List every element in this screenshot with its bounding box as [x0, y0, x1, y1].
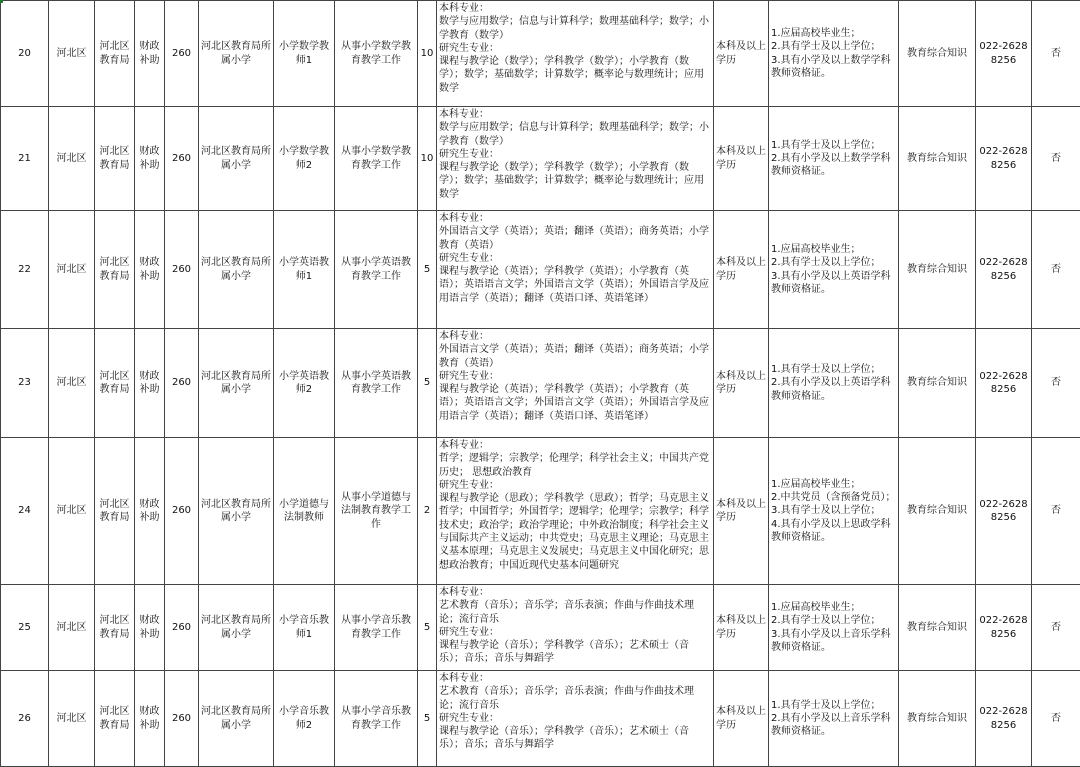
cell-exam: 教育综合知识	[899, 329, 976, 438]
cell-unit: 河北区教育局	[95, 671, 135, 767]
cell-employer: 河北区教育局所属小学	[199, 438, 274, 585]
cell-no: 26	[1, 671, 49, 767]
cell-unit: 河北区教育局	[95, 1, 135, 107]
major-line: 课程与教学论（思政）；学科教学（思政）；哲学；马克思主义哲学；中国哲学；外国哲学；逻辑学；伦理学；宗教学；科学技术史；政治学；政治学理论；中外政治制度；科学社会主义与国际共产主义运动；中共党史；马克思主义理论；马克思主义基本原理；马克思主义发展史；马克思主义中国化研究；思想政治教育；中国近现代史基本问题研究	[439, 492, 711, 572]
cell-funding: 财政补助	[135, 329, 165, 438]
cell-phone: 022-26288256	[976, 585, 1032, 671]
major-line: 艺术教育（音乐）；音乐学；音乐表演；作曲与作曲技术理论；流行音乐	[439, 685, 711, 712]
condition-line: 2.具有小学及以上数学学科教师资格证。	[771, 152, 896, 179]
condition-line: 2.中共党员（含预备党员）；	[771, 491, 896, 504]
cell-funding: 财政补助	[135, 211, 165, 329]
cell-conditions	[769, 671, 899, 767]
cell-majors	[437, 1, 714, 107]
cell-no: 24	[1, 438, 49, 585]
cell-count: 2	[418, 438, 437, 585]
condition-line: 3.具有学士及以上学位；	[771, 504, 896, 517]
cell-no: 23	[1, 329, 49, 438]
cell-conditions	[769, 438, 899, 585]
cell-education: 本科及以上学历	[714, 211, 769, 329]
condition-line: 1.具有学士及以上学位；	[771, 363, 896, 376]
condition-line: 1.应届高校毕业生；	[771, 27, 896, 40]
cell-majors	[437, 585, 714, 671]
cell-district: 河北区	[49, 211, 95, 329]
cell-duty: 从事小学数学教育教学工作	[335, 1, 418, 107]
major-line: 研究生专业：	[439, 252, 711, 265]
major-line: 研究生专业：	[439, 148, 711, 161]
major-line: 课程与教学论（数学）；学科教学（数学）；小学教育（数学）；数学；基础数学；计算数学；概率论与数理统计；应用数学	[439, 161, 711, 201]
cell-code: 260	[165, 211, 199, 329]
cell-employer: 河北区教育局所属小学	[199, 107, 274, 211]
major-line: 课程与教学论（英语）；学科教学（英语）；小学教育（英语）；英语语言文学；外国语言文学（英语）；外国语言学及应用语言学（英语）；翻译（英语口译、英语笔译）	[439, 383, 711, 423]
condition-line: 4.具有小学及以上思政学科教师资格证。	[771, 518, 896, 545]
table-row	[1, 585, 1080, 671]
cell-exam: 教育综合知识	[899, 438, 976, 585]
major-line: 本科专业：	[439, 439, 711, 452]
major-line: 本科专业：	[439, 586, 711, 599]
cell-post: 小学道德与法制教师	[274, 438, 335, 585]
cell-unit: 河北区教育局	[95, 329, 135, 438]
major-line: 哲学；逻辑学；宗教学；伦理学；科学社会主义；中国共产党历史； 思想政治教育	[439, 452, 711, 479]
major-line: 数学与应用数学；信息与计算科学；数理基础科学；数学；小学教育（数学）	[439, 121, 711, 148]
major-line: 课程与教学论（音乐）；学科教学（音乐）；艺术硕士（音乐）；音乐；音乐与舞蹈学	[439, 725, 711, 752]
cell-employer: 河北区教育局所属小学	[199, 671, 274, 767]
condition-line: 3.具有小学及以上英语学科教师资格证。	[771, 270, 896, 297]
cell-flag: 否	[1032, 329, 1080, 438]
cell-education: 本科及以上学历	[714, 1, 769, 107]
table-row	[1, 438, 1080, 585]
major-line: 艺术教育（音乐）；音乐学；音乐表演；作曲与作曲技术理论；流行音乐	[439, 599, 711, 626]
cell-district: 河北区	[49, 329, 95, 438]
cell-post: 小学英语教师1	[274, 211, 335, 329]
cell-count: 5	[418, 585, 437, 671]
cell-employer: 河北区教育局所属小学	[199, 585, 274, 671]
cell-majors	[437, 671, 714, 767]
cell-no: 22	[1, 211, 49, 329]
cell-majors	[437, 438, 714, 585]
cell-count: 5	[418, 671, 437, 767]
major-line: 课程与教学论（音乐）；学科教学（音乐）；艺术硕士（音乐）；音乐；音乐与舞蹈学	[439, 639, 711, 666]
cell-unit: 河北区教育局	[95, 438, 135, 585]
cell-duty: 从事小学英语教育教学工作	[335, 211, 418, 329]
condition-line: 2.具有学士及以上学位；	[771, 614, 896, 627]
cell-code: 260	[165, 585, 199, 671]
cell-post: 小学英语教师2	[274, 329, 335, 438]
cell-district: 河北区	[49, 585, 95, 671]
cell-code: 260	[165, 438, 199, 585]
major-line: 研究生专业：	[439, 42, 711, 55]
cell-duty: 从事小学音乐教育教学工作	[335, 585, 418, 671]
major-line: 本科专业：	[439, 212, 711, 225]
cell-count: 10	[418, 107, 437, 211]
cell-post: 小学数学教师2	[274, 107, 335, 211]
cell-education: 本科及以上学历	[714, 329, 769, 438]
cell-flag: 否	[1032, 585, 1080, 671]
cell-code: 260	[165, 1, 199, 107]
cell-education: 本科及以上学历	[714, 585, 769, 671]
cell-no: 21	[1, 107, 49, 211]
cell-employer: 河北区教育局所属小学	[199, 211, 274, 329]
major-line: 本科专业：	[439, 108, 711, 121]
cell-exam: 教育综合知识	[899, 585, 976, 671]
cell-education: 本科及以上学历	[714, 107, 769, 211]
cell-district: 河北区	[49, 671, 95, 767]
cell-majors	[437, 329, 714, 438]
cell-phone: 022-26288256	[976, 107, 1032, 211]
cell-flag: 否	[1032, 438, 1080, 585]
cell-exam: 教育综合知识	[899, 1, 976, 107]
condition-line: 3.具有小学及以上数学学科教师资格证。	[771, 54, 896, 81]
major-line: 研究生专业：	[439, 626, 711, 639]
cell-conditions	[769, 329, 899, 438]
major-line: 研究生专业：	[439, 370, 711, 383]
condition-line: 2.具有小学及以上音乐学科教师资格证。	[771, 712, 896, 739]
condition-line: 2.具有小学及以上英语学科教师资格证。	[771, 376, 896, 403]
cell-duty: 从事小学道德与法制教育教学工作	[335, 438, 418, 585]
major-line: 课程与教学论（数学）；学科教学（数学）；小学教育（数学）；数学；基础数学；计算数学；概率论与数理统计；应用数学	[439, 55, 711, 95]
cell-post: 小学音乐教师1	[274, 585, 335, 671]
table-row	[1, 1, 1080, 107]
condition-line: 1.应届高校毕业生；	[771, 478, 896, 491]
cell-exam: 教育综合知识	[899, 671, 976, 767]
cell-funding: 财政补助	[135, 107, 165, 211]
cell-duty: 从事小学英语教育教学工作	[335, 329, 418, 438]
cell-conditions	[769, 585, 899, 671]
cell-conditions	[769, 107, 899, 211]
cell-count: 10	[418, 1, 437, 107]
cell-code: 260	[165, 107, 199, 211]
major-line: 本科专业：	[439, 672, 711, 685]
cell-conditions	[769, 211, 899, 329]
condition-line: 1.具有学士及以上学位；	[771, 139, 896, 152]
condition-line: 1.应届高校毕业生；	[771, 243, 896, 256]
cell-post: 小学音乐教师2	[274, 671, 335, 767]
major-line: 课程与教学论（英语）；学科教学（英语）；小学教育（英语）；英语语言文学；外国语言文学（英语）；外国语言学及应用语言学（英语）；翻译（英语口译、英语笔译）	[439, 265, 711, 305]
cell-unit: 河北区教育局	[95, 107, 135, 211]
cell-district: 河北区	[49, 107, 95, 211]
cell-conditions	[769, 1, 899, 107]
cell-code: 260	[165, 329, 199, 438]
condition-line: 2.具有学士及以上学位；	[771, 256, 896, 269]
cell-phone: 022-26288256	[976, 438, 1032, 585]
table-row	[1, 671, 1080, 767]
cell-funding: 财政补助	[135, 1, 165, 107]
cell-education: 本科及以上学历	[714, 671, 769, 767]
cell-education: 本科及以上学历	[714, 438, 769, 585]
cell-duty: 从事小学数学教育教学工作	[335, 107, 418, 211]
cell-code: 260	[165, 671, 199, 767]
cell-flag: 否	[1032, 107, 1080, 211]
cell-count: 5	[418, 211, 437, 329]
cell-no: 25	[1, 585, 49, 671]
condition-line: 2.具有学士及以上学位；	[771, 40, 896, 53]
cell-duty: 从事小学音乐教育教学工作	[335, 671, 418, 767]
cell-flag: 否	[1032, 1, 1080, 107]
cell-phone: 022-26288256	[976, 1, 1032, 107]
cell-funding: 财政补助	[135, 671, 165, 767]
cell-funding: 财政补助	[135, 585, 165, 671]
cell-no: 20	[1, 1, 49, 107]
cell-phone: 022-26288256	[976, 329, 1032, 438]
table-row	[1, 329, 1080, 438]
cell-unit: 河北区教育局	[95, 211, 135, 329]
major-line: 研究生专业：	[439, 712, 711, 725]
cell-employer: 河北区教育局所属小学	[199, 329, 274, 438]
cell-employer: 河北区教育局所属小学	[199, 1, 274, 107]
major-line: 研究生专业：	[439, 479, 711, 492]
cell-phone: 022-26288256	[976, 671, 1032, 767]
cell-unit: 河北区教育局	[95, 585, 135, 671]
cell-funding: 财政补助	[135, 438, 165, 585]
condition-line: 3.具有小学及以上音乐学科教师资格证。	[771, 628, 896, 655]
major-line: 数学与应用数学；信息与计算科学；数理基础科学；数学；小学教育（数学）	[439, 15, 711, 42]
condition-line: 1.具有学士及以上学位；	[771, 699, 896, 712]
cell-exam: 教育综合知识	[899, 107, 976, 211]
cell-selection-marker	[0, 0, 3, 3]
major-line: 外国语言文学（英语）；英语；翻译（英语）；商务英语；小学教育（英语）	[439, 343, 711, 370]
cell-post: 小学数学教师1	[274, 1, 335, 107]
cell-district: 河北区	[49, 438, 95, 585]
cell-phone: 022-26288256	[976, 211, 1032, 329]
cell-flag: 否	[1032, 671, 1080, 767]
cell-majors	[437, 211, 714, 329]
major-line: 本科专业：	[439, 330, 711, 343]
condition-line: 1.应届高校毕业生；	[771, 601, 896, 614]
cell-exam: 教育综合知识	[899, 211, 976, 329]
table-row	[1, 211, 1080, 329]
cell-district: 河北区	[49, 1, 95, 107]
major-line: 本科专业：	[439, 2, 711, 15]
cell-flag: 否	[1032, 211, 1080, 329]
table-row	[1, 107, 1080, 211]
cell-count: 5	[418, 329, 437, 438]
major-line: 外国语言文学（英语）；英语；翻译（英语）；商务英语；小学教育（英语）	[439, 225, 711, 252]
cell-majors	[437, 107, 714, 211]
